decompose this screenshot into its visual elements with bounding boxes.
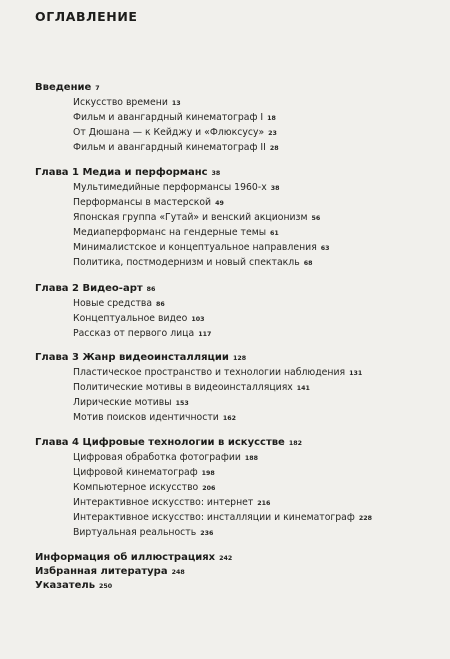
page-number: 117 — [198, 330, 212, 338]
toc-entry[interactable]: Японская группа «Гутай» и венский акционизм 56 — [73, 212, 321, 223]
toc-entry[interactable]: Минималистское и концептуальное направления 63 — [73, 242, 330, 253]
toc-entry[interactable]: Интерактивное искусство: интернет 216 — [73, 497, 271, 508]
section-heading[interactable]: Глава 4 Цифровые технологии в искусстве 182 — [35, 437, 302, 448]
page-number: 236 — [200, 529, 214, 537]
toc-entry[interactable]: Пластическое пространство и технологии наблюдения 131 — [73, 367, 363, 378]
page-number: 28 — [269, 144, 279, 152]
toc-entry[interactable]: Концептуальное видео 103 — [73, 313, 205, 324]
page-number: 63 — [320, 244, 330, 252]
back-matter-entry[interactable]: Избранная литература 248 — [35, 566, 185, 577]
toc-entry[interactable]: Новые средства 86 — [73, 298, 165, 309]
toc-entry[interactable]: Мультимедийные перформансы 1960-х 38 — [73, 182, 280, 193]
toc-entry[interactable]: Фильм и авангардный кинематограф I 18 — [73, 112, 276, 123]
page-number: 86 — [156, 300, 165, 308]
toc-entry[interactable]: Медиаперформанс на гендерные темы 61 — [73, 227, 279, 238]
page-title: ОГЛАВЛЕНИЕ — [35, 9, 138, 24]
page-number: 216 — [257, 499, 271, 507]
page-number: 49 — [215, 199, 224, 207]
page-number: 18 — [267, 114, 276, 122]
back-matter-entry[interactable]: Информация об иллюстрациях 242 — [35, 552, 233, 563]
toc-entry[interactable]: Мотив поисков идентичности 162 — [73, 412, 236, 423]
toc-entry[interactable]: Перформансы в мастерской 49 — [73, 197, 224, 208]
toc-entry[interactable]: Политика, постмодернизм и новый спектакль 68 — [73, 257, 313, 268]
page-number: 86 — [146, 285, 156, 293]
back-matter-entry[interactable]: Указатель 250 — [35, 580, 113, 591]
page-number: 182 — [288, 439, 302, 447]
page-number: 162 — [222, 414, 236, 422]
page-number: 250 — [99, 582, 113, 590]
page-number: 61 — [270, 229, 279, 237]
toc-entry[interactable]: Искусство времени 13 — [73, 97, 181, 108]
toc-entry[interactable]: Цифровая обработка фотографии 188 — [73, 452, 259, 463]
section-heading[interactable]: Глава 1 Медиа и перформанс 38 — [35, 167, 221, 178]
toc-entry[interactable]: Интерактивное искусство: инсталляции и кинематограф 228 — [73, 512, 372, 523]
page-number: 248 — [171, 568, 185, 576]
toc-entry[interactable]: Фильм и авангардный кинематограф II 28 — [73, 142, 279, 153]
page-number: 188 — [244, 454, 259, 462]
page-number: 13 — [171, 99, 181, 107]
page-number: 23 — [268, 129, 277, 137]
page-number: 131 — [349, 369, 363, 377]
section-heading[interactable]: Глава 3 Жанр видеоинсталляции 128 — [35, 352, 247, 363]
toc-entry[interactable]: Цифровой кинематограф 198 — [73, 467, 215, 478]
toc-entry[interactable]: От Дюшана — к Кейджу и «Флюксусу» 23 — [73, 127, 277, 138]
page-number: 206 — [202, 484, 216, 492]
toc-entry[interactable]: Компьютерное искусство 206 — [73, 482, 216, 493]
page-number: 198 — [201, 469, 215, 477]
page-number: 141 — [296, 384, 310, 392]
toc-entry[interactable]: Политические мотивы в видеоинсталляциях 141 — [73, 382, 310, 393]
page-number: 242 — [219, 554, 233, 562]
toc-entry[interactable]: Рассказ от первого лица 117 — [73, 328, 212, 339]
section-heading[interactable]: Введение 7 — [35, 82, 100, 93]
toc-entry[interactable]: Лирические мотивы 153 — [73, 397, 189, 408]
page-number: 103 — [191, 315, 205, 323]
toc-entry[interactable]: Виртуальная реальность 236 — [73, 527, 214, 538]
section-heading[interactable]: Глава 2 Видео-арт 86 — [35, 283, 156, 294]
page-number: 38 — [211, 169, 221, 177]
page-number: 228 — [358, 514, 372, 522]
page-number: 153 — [175, 399, 189, 407]
page-number: 38 — [270, 184, 280, 192]
page-number: 56 — [311, 214, 321, 222]
page-number: 7 — [95, 84, 100, 92]
page-number: 68 — [303, 259, 313, 267]
page-number: 128 — [232, 354, 247, 362]
